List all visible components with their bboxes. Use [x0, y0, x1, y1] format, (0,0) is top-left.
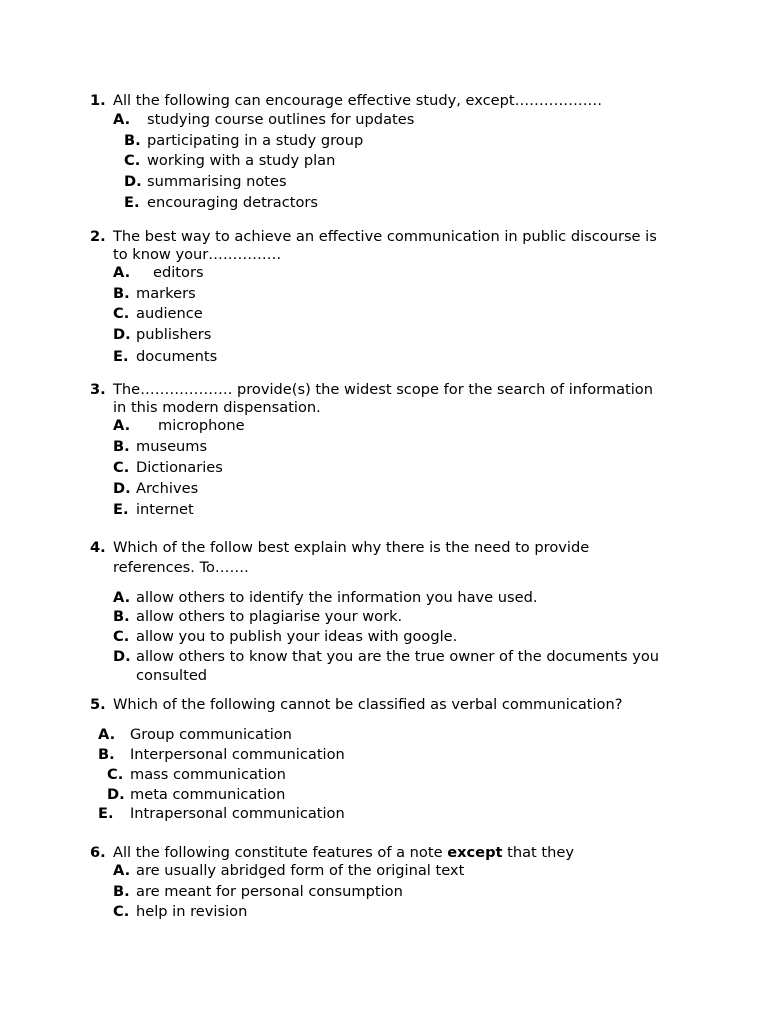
- option-letter: B.: [124, 132, 141, 149]
- option-text: meta communication: [130, 786, 286, 803]
- stem-part: All the following constitute features of a note: [113, 844, 448, 861]
- option-letter: A.: [113, 264, 131, 281]
- stem-part: that they: [502, 844, 575, 861]
- option-text: summarising notes: [147, 173, 287, 190]
- question-number: 2.: [90, 228, 106, 245]
- option-text: studying course outlines for updates: [147, 111, 415, 128]
- option-text: microphone: [158, 417, 245, 434]
- option-text: are meant for personal consumption: [136, 883, 403, 900]
- option-letter: D.: [113, 326, 131, 343]
- option-text: are usually abridged form of the original text: [136, 862, 465, 879]
- option-letter: C.: [124, 152, 141, 169]
- option-letter: C.: [113, 628, 130, 645]
- option-text: markers: [136, 285, 196, 302]
- option-text: encouraging detractors: [147, 194, 319, 211]
- option-letter: D.: [113, 480, 131, 497]
- option-letter: C.: [113, 459, 130, 476]
- option-letter: A.: [113, 111, 131, 128]
- option-text: publishers: [136, 326, 212, 343]
- option-letter: C.: [107, 766, 124, 783]
- option-text: allow others to identify the information you have used.: [136, 589, 538, 606]
- question-stem: Which of the following cannot be classified as verbal communication?: [113, 696, 623, 713]
- option-letter: B.: [113, 438, 130, 455]
- option-letter: D.: [107, 786, 125, 803]
- question-number: 5.: [90, 696, 106, 713]
- option-text: allow you to publish your ideas with google.: [136, 628, 458, 645]
- option-letter: C.: [113, 305, 130, 322]
- question-stem: The best way to achieve an effective communication in public discourse is: [113, 228, 657, 245]
- stem-emphasis: except: [447, 844, 503, 861]
- option-text: working with a study plan: [147, 152, 336, 169]
- option-letter: E.: [98, 805, 114, 822]
- question-number: 1.: [90, 92, 106, 109]
- option-text: Interpersonal communication: [130, 746, 345, 763]
- option-letter: A.: [113, 589, 131, 606]
- option-letter: C.: [113, 903, 130, 920]
- question-stem-line-2: references. To…….: [113, 559, 249, 576]
- option-letter: B.: [113, 285, 130, 302]
- question-stem-line-2: to know your……………: [113, 246, 282, 263]
- option-text: internet: [136, 501, 194, 518]
- question-stem-line-2: in this modern dispensation.: [113, 399, 321, 416]
- option-text: Group communication: [130, 726, 292, 743]
- option-letter: D.: [124, 173, 142, 190]
- option-letter: B.: [98, 746, 115, 763]
- option-letter: D.: [113, 648, 131, 665]
- option-text: museums: [136, 438, 208, 455]
- question-number: 6.: [90, 844, 106, 861]
- question-stem: Which of the follow best explain why there is the need to provide: [113, 539, 590, 556]
- option-text: Archives: [136, 480, 199, 497]
- option-letter: A.: [98, 726, 116, 743]
- question-stem: [113, 844, 574, 862]
- option-text: participating in a study group: [147, 132, 364, 149]
- question-number: 4.: [90, 539, 106, 556]
- question-stem: All the following can encourage effective study, except………………: [113, 92, 603, 109]
- option-text: allow others to plagiarise your work.: [136, 608, 403, 625]
- option-text-line-2: consulted: [136, 667, 208, 684]
- question-number: 3.: [90, 381, 106, 398]
- option-text: editors: [153, 264, 204, 281]
- option-letter: B.: [113, 883, 130, 900]
- option-letter: A.: [113, 862, 131, 879]
- option-letter: E.: [113, 501, 129, 518]
- option-text: documents: [136, 348, 218, 365]
- option-text: help in revision: [136, 903, 248, 920]
- option-text: allow others to know that you are the true owner of the documents you: [136, 648, 660, 665]
- option-text: mass communication: [130, 766, 286, 783]
- option-text: audience: [136, 305, 203, 322]
- option-text: Dictionaries: [136, 459, 223, 476]
- option-text: Intrapersonal communication: [130, 805, 345, 822]
- option-letter: E.: [124, 194, 140, 211]
- question-stem: The………………. provide(s) the widest scope for the search of information: [113, 381, 653, 398]
- option-letter: B.: [113, 608, 130, 625]
- option-letter: A.: [113, 417, 131, 434]
- option-letter: E.: [113, 348, 129, 365]
